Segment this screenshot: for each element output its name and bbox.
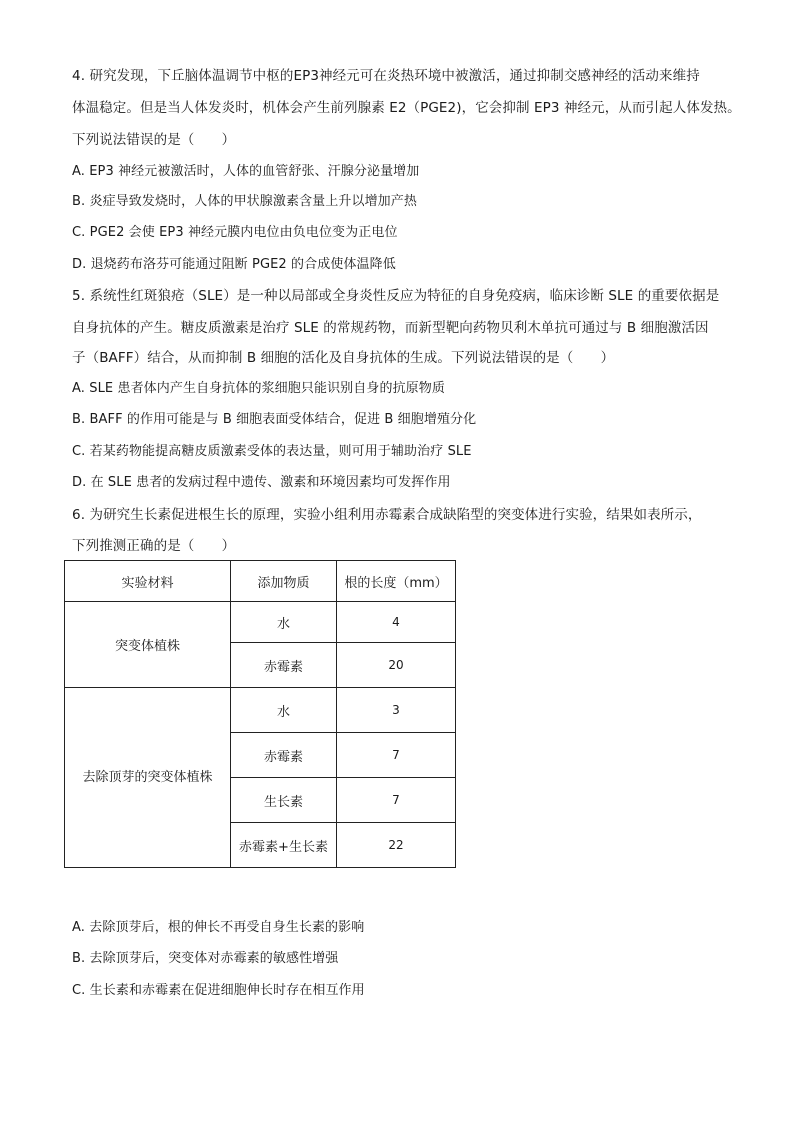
material-decapitated-mutant: 去除顶芽的突变体植株 — [65, 688, 231, 868]
material-mutant: 突变体植株 — [65, 602, 231, 688]
length-cell: 4 — [337, 602, 456, 643]
q6-stem-line-1: 6. 为研究生长素促进根生长的原理，实验小组利用赤霉素合成缺陷型的突变体进行实验，结果如表所示， — [72, 507, 702, 523]
q5-stem-line-1: 5. 系统性红斑狼疮（SLE）是一种以局部或全身炎性反应为特征的自身免疫病，临床诊断 SLE 的重要依据是 — [72, 288, 720, 304]
length-cell: 7 — [337, 778, 456, 823]
q4-option-b: B. 炎症导致发烧时，人体的甲状腺激素含量上升以增加产热 — [72, 194, 417, 209]
q5-option-c: C. 若某药物能提高糖皮质激素受体的表达量，则可用于辅助治疗 SLE — [72, 444, 472, 459]
substance-cell: 赤霉素 — [231, 643, 337, 688]
length-cell: 20 — [337, 643, 456, 688]
q6-option-a: A. 去除顶芽后，根的伸长不再受自身生长素的影响 — [72, 920, 365, 935]
q4-stem-line-1: 4. 研究发现，下丘脑体温调节中枢的EP3神经元可在炎热环境中被激活，通过抑制交感神经的活动来维持 — [72, 68, 700, 84]
q4-stem-line-2: 体温稳定。但是当人体发炎时，机体会产生前列腺素 E2（PGE2)，它会抑制 EP3 神经元，从而引起人体发热。 — [72, 100, 741, 116]
q4-option-c: C. PGE2 会使 EP3 神经元膜内电位由负电位变为正电位 — [72, 225, 398, 240]
substance-cell: 赤霉素+生长素 — [231, 823, 337, 868]
substance-cell: 赤霉素 — [231, 733, 337, 778]
header-material: 实验材料 — [65, 561, 231, 602]
substance-cell: 水 — [231, 602, 337, 643]
q4-stem-line-3: 下列说法错误的是（ ） — [72, 132, 236, 148]
q6-stem-line-2: 下列推测正确的是（ ） — [72, 538, 236, 554]
table-row — [65, 602, 456, 643]
header-substance: 添加物质 — [231, 561, 337, 602]
q5-option-b: B. BAFF 的作用可能是与 B 细胞表面受体结合，促进 B 细胞增殖分化 — [72, 412, 477, 427]
q5-stem-line-3: 子（BAFF）结合，从而抑制 B 细胞的活化及自身抗体的生成。下列说法错误的是（ ） — [72, 350, 615, 366]
length-cell: 22 — [337, 823, 456, 868]
length-cell: 7 — [337, 733, 456, 778]
length-cell: 3 — [337, 688, 456, 733]
q6-option-c: C. 生长素和赤霉素在促进细胞伸长时存在相互作用 — [72, 983, 365, 998]
q5-option-d: D. 在 SLE 患者的发病过程中遗传、激素和环境因素均可发挥作用 — [72, 475, 451, 490]
table-header-row — [65, 561, 456, 602]
q5-stem-line-2: 自身抗体的产生。糖皮质激素是治疗 SLE 的常规药物，而新型靶向药物贝利木单抗可通过与 B 细胞激活因 — [72, 320, 709, 336]
substance-cell: 生长素 — [231, 778, 337, 823]
table-row — [65, 688, 456, 733]
q4-option-a: A. EP3 神经元被激活时，人体的血管舒张、汗腺分泌量增加 — [72, 164, 420, 179]
header-root-length: 根的长度（mm） — [337, 561, 456, 602]
substance-cell: 水 — [231, 688, 337, 733]
q6-option-b: B. 去除顶芽后，突变体对赤霉素的敏感性增强 — [72, 951, 339, 966]
experiment-results-table — [64, 560, 456, 868]
q5-option-a: A. SLE 患者体内产生自身抗体的浆细胞只能识别自身的抗原物质 — [72, 381, 445, 396]
q4-option-d: D. 退烧药布洛芬可能通过阻断 PGE2 的合成使体温降低 — [72, 257, 396, 272]
